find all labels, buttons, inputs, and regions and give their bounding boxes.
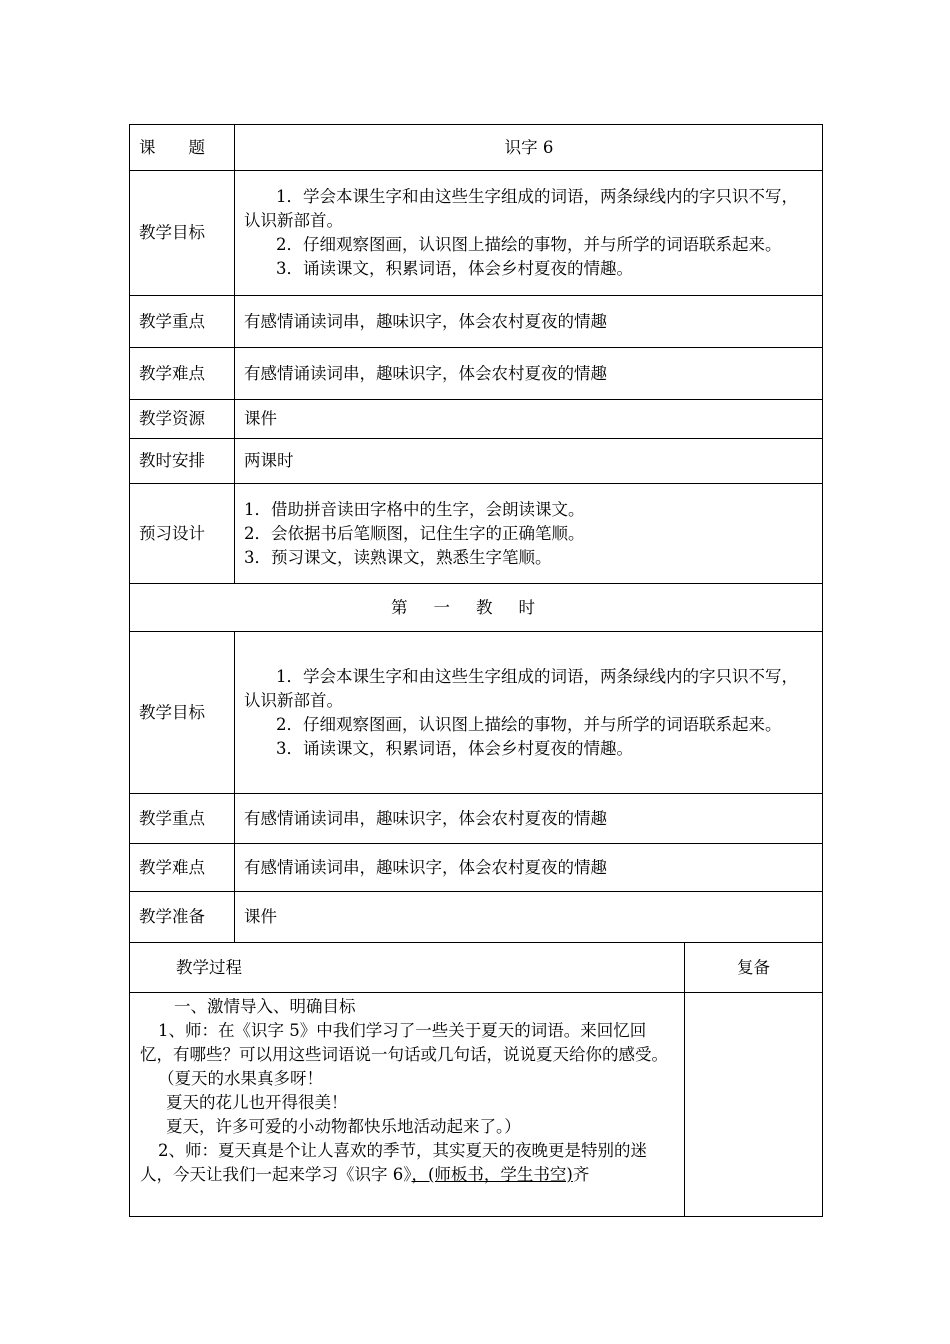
- section-title: 一、激情导入、明确目标: [174, 997, 356, 1016]
- process-paragraph: 1、师：在《识字 5》中我们学习了一些关于夏天的词语。来回忆回忆，有哪些？可以用这些词语说一句话或几句话，说说夏天给你的感受。: [140, 1021, 668, 1064]
- period-goal-item: 1．学会本课生字和由这些生字组成的词语，两条绿线内的字只识不写，认识新部首。: [244, 666, 798, 710]
- row-goals: [130, 171, 823, 296]
- period-key-value: 有感情诵读词串，趣味识字，体会农村夏夜的情趣: [235, 794, 823, 844]
- process-content-cell: [130, 993, 685, 1217]
- goals-cell: [235, 171, 823, 296]
- goal-item: 2．仔细观察图画，认识图上描绘的事物，并与所学的词语联系起来。: [276, 235, 782, 254]
- preview-item: 2．会依据书后笔顺图，记住生字的正确笔顺。: [244, 523, 585, 543]
- period-goal-item: 3．诵读课文，积累词语，体会乡村夏夜的情趣。: [276, 738, 633, 758]
- difficult-value: 有感情诵读词串，趣味识字，体会农村夏夜的情趣: [235, 348, 823, 400]
- row-period-heading: [130, 584, 823, 632]
- process-paragraph-start: 2、师：夏天真是个让人喜欢的季节，其实夏天的夜晚更是特别的迷人，今天让我们一起来学习《识字 6》: [140, 1141, 647, 1184]
- row-schedule: [130, 439, 823, 484]
- process-paragraph-end: 齐: [572, 1165, 590, 1184]
- goal-item: 3．诵读课文，积累词语，体会乡村夏夜的情趣。: [276, 259, 633, 278]
- row-difficult-point: [130, 348, 823, 400]
- schedule-label: 教时安排: [130, 439, 235, 484]
- preview-item: 1．借助拼音读田字格中的生字，会朗读课文。: [244, 499, 585, 519]
- period-goals-cell: [235, 632, 823, 794]
- lesson-plan-table: [129, 124, 823, 1217]
- goals-label: 教学目标: [130, 171, 235, 296]
- difficult-label: 教学难点: [130, 348, 235, 400]
- review-header-label: 复备: [685, 943, 823, 993]
- row-resource: [130, 400, 823, 439]
- period-difficult-value: 有感情诵读词串，趣味识字，体会农村夏夜的情趣: [235, 844, 823, 892]
- preview-cell: [235, 484, 823, 584]
- preview-label: 预习设计: [130, 484, 235, 584]
- row-key-point: [130, 296, 823, 348]
- period-prep-label: 教学准备: [130, 892, 235, 943]
- period-difficult-label: 教学难点: [130, 844, 235, 892]
- lesson-plan-sheet: [129, 124, 822, 1217]
- review-content-cell: [685, 993, 823, 1217]
- period-heading-text: 第一教时: [391, 597, 561, 617]
- process-quote: 夏天，许多可爱的小动物都快乐地活动起来了。）: [166, 1117, 521, 1136]
- row-process-content: [130, 993, 823, 1217]
- row-period-key-point: [130, 794, 823, 844]
- period-goal-item: 2．仔细观察图画，认识图上描绘的事物，并与所学的词语联系起来。: [276, 714, 782, 734]
- process-paragraph: [140, 1139, 676, 1187]
- process-header-label: 教学过程: [130, 943, 685, 993]
- period-heading: [130, 584, 823, 632]
- key-value: 有感情诵读词串，趣味识字，体会农村夏夜的情趣: [235, 296, 823, 348]
- resource-label: 教学资源: [130, 400, 235, 439]
- row-process-header: [130, 943, 823, 993]
- period-key-label: 教学重点: [130, 794, 235, 844]
- title-value: 识字 6: [235, 125, 823, 171]
- row-preview: [130, 484, 823, 584]
- schedule-value: 两课时: [235, 439, 823, 484]
- resource-value: 课件: [235, 400, 823, 439]
- period-goals-label: 教学目标: [130, 632, 235, 794]
- row-period-goals: [130, 632, 823, 794]
- goal-item: 1．学会本课生字和由这些生字组成的词语，两条绿线内的字只识不写，认识新部首。: [244, 187, 798, 230]
- process-paragraph-underlined: ，(师板书，学生书空): [411, 1165, 573, 1184]
- preview-item: 3．预习课文，读熟课文，熟悉生字笔顺。: [244, 547, 552, 567]
- key-label: 教学重点: [130, 296, 235, 348]
- process-quote: （夏天的水果真多呀！: [158, 1069, 323, 1088]
- period-prep-value: 课件: [235, 892, 823, 943]
- process-quote: 夏天的花儿也开得很美！: [166, 1093, 348, 1112]
- row-period-prep: [130, 892, 823, 943]
- title-label: 课 题: [130, 125, 235, 171]
- row-period-difficult-point: [130, 844, 823, 892]
- row-title: [130, 125, 823, 171]
